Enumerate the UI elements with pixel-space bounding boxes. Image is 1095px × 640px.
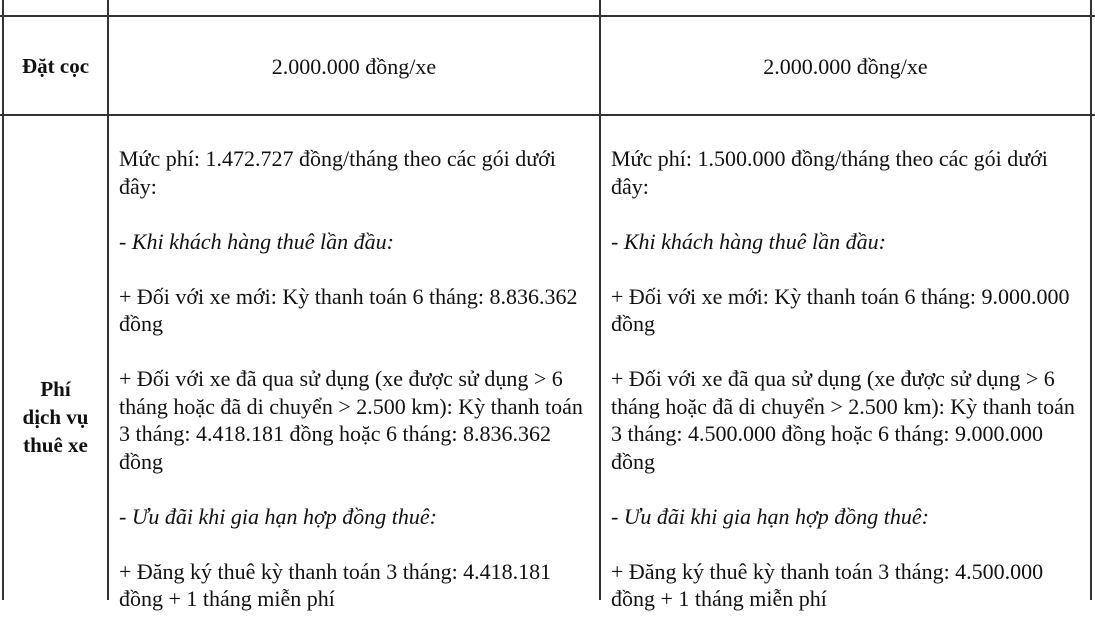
table-border-top-row <box>0 15 1095 17</box>
fee-col1-renewal-heading: - Ưu đãi khi gia hạn hợp đồng thuê: <box>119 503 437 529</box>
table-border-label-col <box>107 0 109 600</box>
fee-col2-renewal-3m: + Đăng ký thuê kỳ thanh toán 3 tháng: 4.500.000 đồng + 1 tháng miễn phí <box>611 558 1044 611</box>
table-border-left <box>2 0 4 600</box>
table-border-mid-col <box>599 0 601 600</box>
fee-label <box>4 375 107 459</box>
table-border-mid-row <box>0 114 1095 116</box>
fee-label-line-1: Phí <box>40 377 71 401</box>
fee-col2-used-car: + Đối với xe đã qua sử dụng (xe được sử dụng > 6 tháng hoặc đã di chuyển > 2.500 km): Kỳ thanh toán 3 tháng: 4.500.000 đồng hoặc 6 tháng: 9.000.000 đồng <box>611 366 1075 474</box>
fee-col1-first-rent-heading: - Khi khách hàng thuê lần đầu: <box>119 228 394 254</box>
fee-col1-renewal-3m: + Đăng ký thuê kỳ thanh toán 3 tháng: 4.418.181 đồng + 1 tháng miễn phí <box>119 558 552 611</box>
deposit-col2: 2.000.000 đồng/xe <box>763 54 928 79</box>
fee-col1 <box>119 145 595 640</box>
fee-col2 <box>611 145 1087 640</box>
deposit-label: Đặt cọc <box>21 54 90 78</box>
fee-label-line-2: dịch vụ <box>22 405 89 429</box>
fee-col1-new-car: + Đối với xe mới: Kỳ thanh toán 6 tháng: 8.836.362 đồng <box>119 283 578 336</box>
fee-label-line-3: thuê xe <box>23 433 88 457</box>
fee-col2-new-car: + Đối với xe mới: Kỳ thanh toán 6 tháng: 9.000.000 đồng <box>611 283 1070 336</box>
fee-col2-renewal-heading: - Ưu đãi khi gia hạn hợp đồng thuê: <box>611 503 929 529</box>
table-border-right <box>1090 0 1092 600</box>
fee-col2-rate: Mức phí: 1.500.000 đồng/tháng theo các gói dưới đây: <box>611 146 1048 199</box>
fee-col1-used-car: + Đối với xe đã qua sử dụng (xe được sử dụng > 6 tháng hoặc đã di chuyển > 2.500 km): Kỳ thanh toán 3 tháng: 4.418.181 đồng hoặc 6 tháng: 8.836.362 đồng <box>119 366 583 474</box>
fee-col2-first-rent-heading: - Khi khách hàng thuê lần đầu: <box>611 228 886 254</box>
deposit-col1: 2.000.000 đồng/xe <box>271 54 437 79</box>
fee-col1-rate: Mức phí: 1.472.727 đồng/tháng theo các gói dưới đây: <box>119 146 556 199</box>
